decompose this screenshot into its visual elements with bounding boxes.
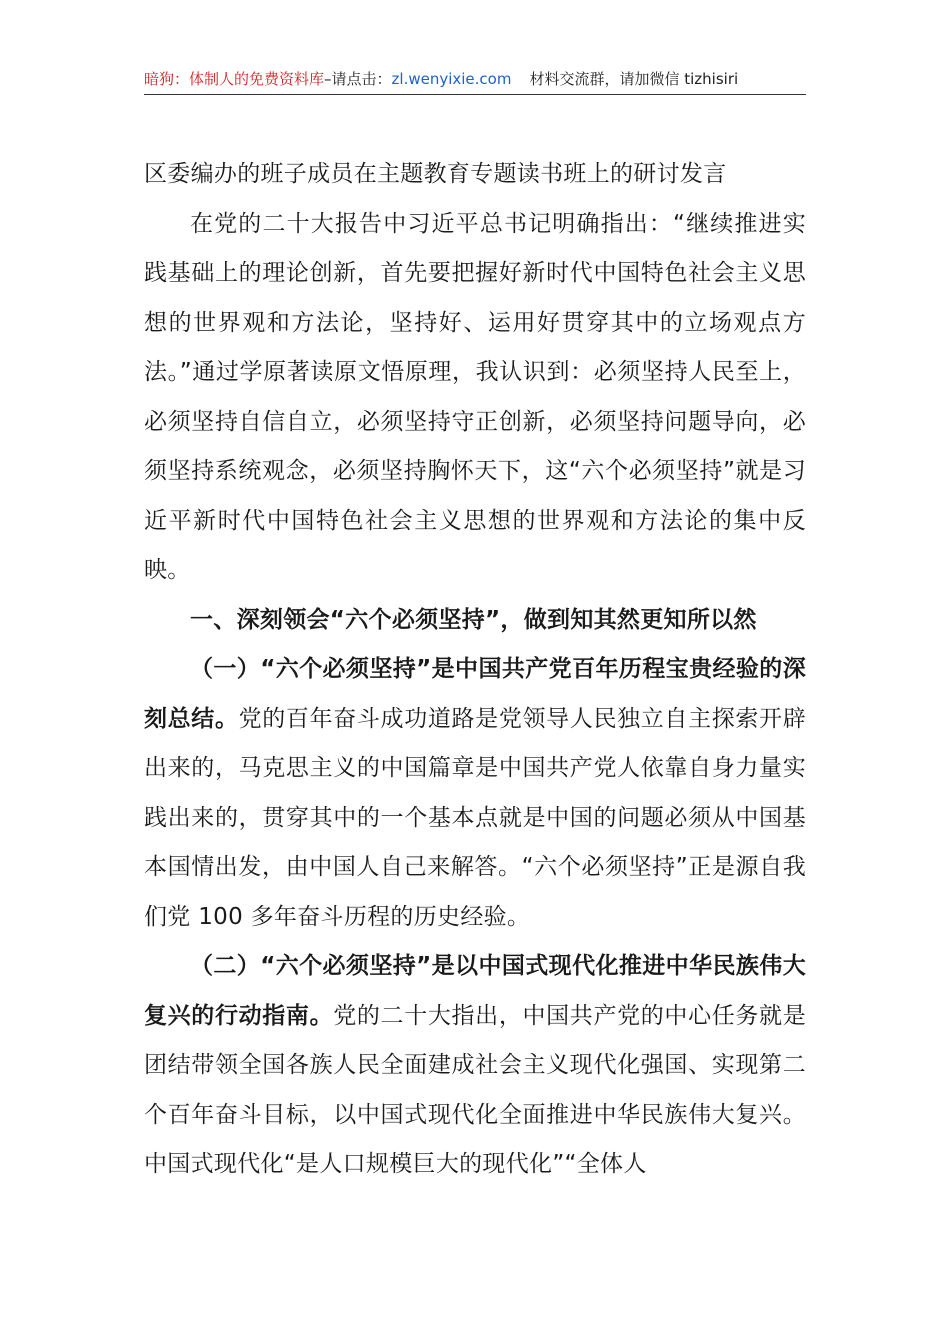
point-1-heading: （一）“六个必须坚持”是中国共产党百年历程宝贵经验的深刻总结。 xyxy=(144,656,806,732)
point-2-paragraph xyxy=(144,942,806,1190)
document-body xyxy=(144,150,806,1190)
header-brand: 暗狗：体制人的免费资料库 xyxy=(144,70,325,88)
section-heading-1: 一、深刻领会“六个必须坚持”，做到知其然更知所以然 xyxy=(190,606,757,633)
page-header xyxy=(144,68,806,90)
point-1-paragraph xyxy=(144,645,806,942)
point-2-heading: （二）“六个必须坚持”是以中国式现代化推进中华民族伟大复兴的行动指南。 xyxy=(144,953,806,1029)
document-title: 区委编办的班子成员在主题教育专题读书班上的研讨发言 xyxy=(144,161,727,187)
header-group-note: 材料交流群，请加微信 tizhisiri xyxy=(529,70,739,88)
point-2-text: 党的二十大指出，中国共产党的中心任务就是团结带领全国各族人民全面建成社会主义现代化强国、实现第二个百年奋斗目标，以中国式现代化全面推进中华民族伟大复兴。中国式现代化“是人口规模巨大的现代化”“全体人 xyxy=(144,1002,807,1177)
header-prompt: –请点击： xyxy=(324,70,392,88)
point-1-text: 党的百年奋斗成功道路是党领导人民独立自主探索开辟出来的，马克思主义的中国篇章是中国共产党人依靠自身力量实践出来的，贯穿其中的一个基本点就是中国的问题必须从中国基本国情出发，由中国人自己来解答。“六个必须坚持”正是源自我们党 100 多年奋斗历程的历史经验。 xyxy=(144,705,806,930)
intro-paragraph: 在党的二十大报告中习近平总书记明确指出：“继续推进实践基础上的理论创新，首先要把握好新时代中国特色社会主义思想的世界观和方法论，坚持好、运用好贯穿其中的立场观点方法。”通过学原著读原文悟原理，我认识到：必须坚持人民至上，必须坚持自信自立，必须坚持守正创新，必须坚持问题导向，必须坚持系统观念，必须坚持胸怀天下，这“六个必须坚持”就是习近平新时代中国特色社会主义思想的世界观和方法论的集中反映。 xyxy=(144,210,806,583)
header-divider xyxy=(144,94,806,95)
header-link[interactable]: zl.wenyixie.com xyxy=(391,70,512,88)
